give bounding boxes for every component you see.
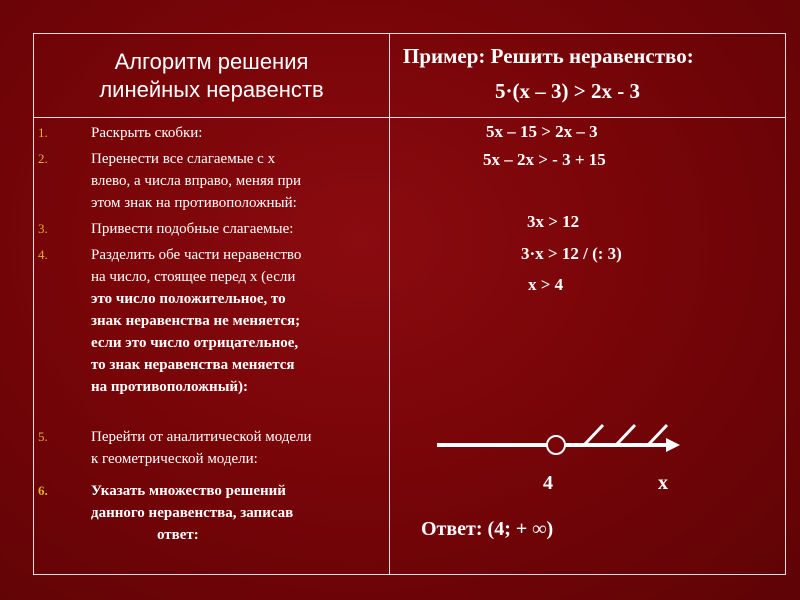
header-right-line1: Пример: Решить неравенство: xyxy=(403,44,694,68)
step-line: Раскрыть скобки: xyxy=(91,125,203,141)
step-line: Привести подобные слагаемые: xyxy=(91,221,294,237)
solution-step-2: 5х – 2х > - 3 + 15 xyxy=(483,150,606,169)
solution-step-4: 3·х > 12 / (: 3) xyxy=(521,244,622,263)
solution-step-3: 3х > 12 xyxy=(527,212,580,231)
step-line: если это число отрицательное, xyxy=(91,335,299,351)
step-line: к геометрической модели: xyxy=(91,451,258,467)
header-left-line1: Алгоритм решения xyxy=(114,48,309,74)
answer-text: Ответ: (4; + ∞) xyxy=(421,518,554,540)
header-algorithm xyxy=(34,34,389,117)
step-line: Перейти от аналитической модели xyxy=(91,429,312,445)
step-line: знак неравенства не меняется; xyxy=(91,313,301,329)
step-line: Перенести все слагаемые с х xyxy=(91,151,276,167)
step-line: Разделить обе части неравенство xyxy=(91,247,302,263)
step-line-part: на число, стоящее перед х (если xyxy=(91,269,296,285)
header-example xyxy=(390,34,785,117)
step-line: этом знак на противоположный: xyxy=(91,195,297,211)
step-line: это число положительное, то xyxy=(91,291,286,307)
step-line: ответ: xyxy=(157,527,199,543)
header-right-line2: 5·(х – 3) > 2х - 3 xyxy=(495,79,640,103)
step-number: 5. xyxy=(38,429,48,444)
header-left-line2: линейных неравенств xyxy=(99,76,324,102)
step-number: 2. xyxy=(38,151,48,166)
axis-label: х xyxy=(658,472,668,494)
step-line xyxy=(91,266,381,288)
solution-step-5: х > 4 xyxy=(528,275,564,294)
step-line: на противоположный): xyxy=(91,379,249,395)
header-divider xyxy=(34,117,785,118)
point-label: 4 xyxy=(543,472,553,494)
step-number: 1. xyxy=(38,125,48,140)
step-number: 4. xyxy=(38,247,48,262)
step-line: то знак неравенства меняется xyxy=(91,357,295,373)
algorithm-table xyxy=(33,33,786,575)
step-number: 3. xyxy=(38,221,48,236)
step-line: данного неравенства, записав xyxy=(91,505,294,521)
step-line: Указать множество решений xyxy=(91,483,286,499)
step-line: влево, а числа вправо, меняя при xyxy=(91,173,302,189)
step-number: 6. xyxy=(38,483,48,498)
solution-step-1: 5х – 15 > 2х – 3 xyxy=(486,122,598,141)
